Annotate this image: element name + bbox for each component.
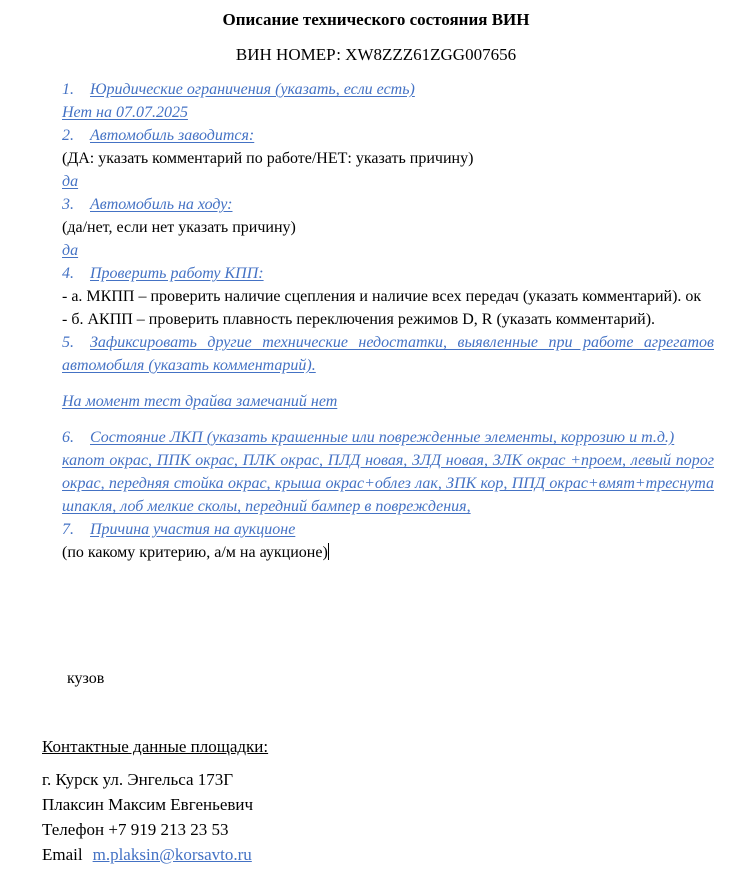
section-7-heading: 7. Причина участия на аукционе xyxy=(62,521,296,538)
section-7-answer: кузов xyxy=(67,670,105,687)
email-link[interactable]: m.plaksin@korsavto.ru xyxy=(92,845,252,864)
section-2-hint: (ДА: указать комментарий по работе/НЕТ: указать причину) xyxy=(62,150,474,167)
contacts-phone: Телефон +7 919 213 23 53 xyxy=(42,820,229,839)
text-cursor xyxy=(328,543,329,560)
contacts-email-row xyxy=(42,842,268,867)
section-3-hint: (да/нет, если нет указать причину) xyxy=(62,219,296,236)
section-1-answer: Нет на 07.07.2025 xyxy=(62,104,188,121)
section-6-answer: капот окрас, ППК окрас, ПЛК окрас, ПЛД новая, ЗЛД новая, ЗЛК окрас +проем, левый порог окрас, передняя стойка окрас, крыша окрас+облез лак, ЗПК кор, ППД окрас+вмят+треснута шпакля, лоб мелкие сколы, передний бампер в повреждения, xyxy=(62,452,714,515)
contacts-block xyxy=(42,734,268,867)
section-5-answer: На момент тест драйва замечаний нет xyxy=(62,393,338,410)
contacts-heading: Контактные данные площадки: xyxy=(42,737,269,756)
form-body xyxy=(62,78,714,564)
section-3-heading: 3. Автомобиль на ходу: xyxy=(62,196,233,213)
section-4-heading: 4. Проверить работу КПП: xyxy=(62,265,264,282)
section-1-heading: 1. Юридические ограничения (указать, если есть) xyxy=(62,81,415,98)
section-5-heading: 5. Зафиксировать другие технические недостатки, выявленные при работе агрегатов автомобиля (указать комментарий). xyxy=(62,334,714,374)
contacts-address: г. Курск ул. Энгельса 173Г xyxy=(42,770,234,789)
section-2-heading: 2. Автомобиль заводится: xyxy=(62,127,255,144)
section-4-item-a: - а. МКПП – проверить наличие сцепления и наличие всех передач (указать комментарий). ок xyxy=(62,288,702,305)
document-title: Описание технического состояния ВИН xyxy=(222,10,530,29)
section-3-answer: да xyxy=(62,242,79,259)
email-label: Email xyxy=(42,845,83,864)
section-4-item-b: - б. АКПП – проверить плавность переключения режимов D, R (указать комментарий). xyxy=(62,311,656,328)
section-2-answer: да xyxy=(62,173,79,190)
section-7-hint[interactable]: (по какому критерию, а/м на аукционе) xyxy=(62,544,328,561)
section-6-heading: 6. Состояние ЛКП (указать крашенные или поврежденные элементы, коррозию и т.д.) xyxy=(62,429,675,446)
contacts-person: Плаксин Максим Евгеньевич xyxy=(42,795,254,814)
vin-number: ВИН НОМЕР: XW8ZZZ61ZGG007656 xyxy=(235,45,517,64)
